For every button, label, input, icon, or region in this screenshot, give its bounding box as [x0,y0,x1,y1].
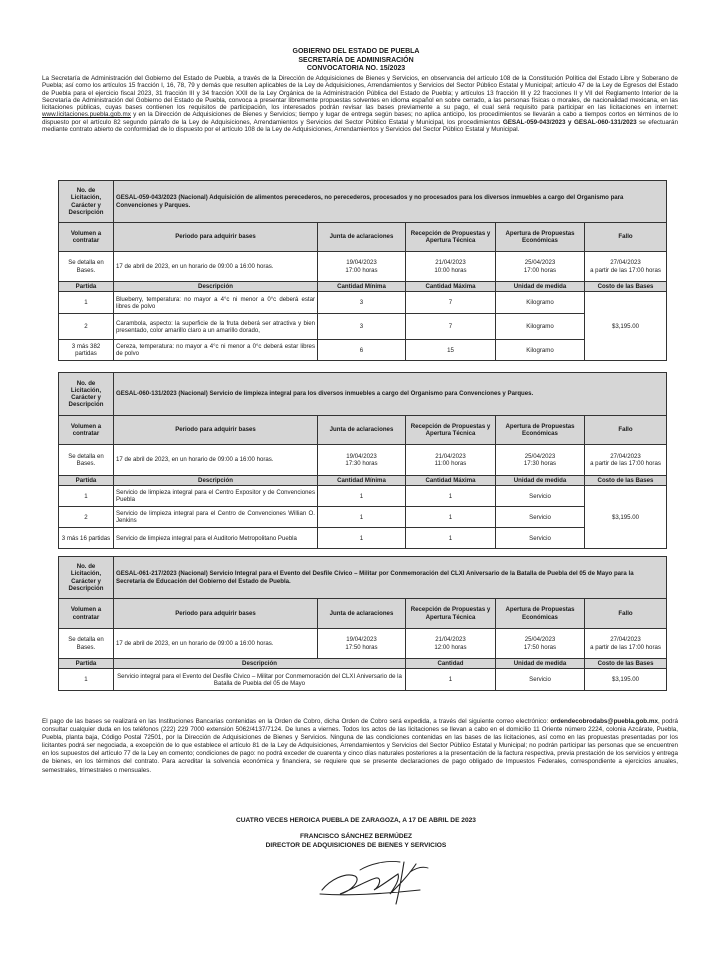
intro-text-3: se efectuarán mediante contrato abierto de conformidad de lo dispuesto por el artículo 108 de la Ley de Adquisiciones, Arrendamientos y Servicios del Sector Público Estatal y Municipal. [42,118,679,134]
recepcion-time: 10:00 horas [434,266,467,274]
licitaciones-link[interactable]: www.licitaciones.puebla.gob.mx [42,111,131,119]
fallo-value [585,445,667,476]
unidad-cell: Servicio [496,486,585,507]
periodo-label: Periodo para adquirir bases [114,599,318,629]
junta-value [318,629,406,659]
junta-label: Junta de aclaraciones [318,223,406,252]
costo-label: Costo de las Bases [585,282,667,292]
recepcion-time: 11:00 horas [434,460,467,467]
max-cell: 1 [406,507,496,528]
periodo-value: 17 de abril de 2023, en un horario de 09:00 a 16:00 horas. [114,252,318,282]
junta-time: 17:50 horas [345,643,378,651]
apertura-value [496,629,585,659]
table-row [59,669,667,691]
licitacion-desc: Servicio de limpieza integral para los diversos inmuebles a cargo del Organismo para Convenciones y Parques. [207,390,534,398]
licitacion-desc: Servicio Integral para el Evento del Desfile Cívico – Militar por Conmemoración del CLXI Aniversario de la Batalla de Puebla del 05 de Mayo para la Secretaría de Educación del Gobierno del Estado de Puebla. [116,570,634,585]
signer-title: DIRECTOR DE ADQUISICIONES DE BIENES Y SERVICIOS [265,841,447,849]
costo-cell: $3,195.00 [585,292,667,361]
min-cell: 3 [318,314,406,340]
cantidad-minima-label: Cantidad Mínima [318,282,406,292]
footer-text-1: El pago de las bases se realizará en las Instituciones Bancarias contenidas en la Orden de Cobro, dicha Orden de Cobro será expedida, a través del siguiente correo electrónico: [42,718,551,725]
recepcion-value [406,252,496,282]
unidad-cell: Kilogramo [496,340,585,361]
fallo-time: a partir de las 17:00 horas [590,266,661,274]
apertura-time: 17:30 horas [523,460,557,467]
recepcion-date: 21/04/2023 [435,259,466,267]
apertura-label: Apertura de Propuestas Económicas [496,223,585,252]
descripcion-cell: Servicio de limpieza integral para el Centro de Convenciones Willian O. Jenkins [114,507,318,528]
descripcion-cell: Cereza, temperatura: no mayor a 4°c ni menor a 0°c deberá estar libres de polvo [114,340,318,361]
apertura-date: 25/04/2023 [524,259,556,267]
min-cell: 6 [318,340,406,361]
junta-time: 17:00 horas [345,266,378,274]
junta-time: 17:30 horas [345,460,378,467]
recepcion-label: Recepción de Propuestas y Apertura Técnica [406,223,496,252]
unidad-cell: Kilogramo [496,292,585,314]
volumen-label: Volumen a contratar [59,599,114,629]
apertura-time: 17:50 horas [523,643,557,651]
fallo-time: a partir de las 17:00 horas [590,460,661,467]
fallo-value [585,252,667,282]
max-cell: 7 [406,292,496,314]
cantidad-maxima-label: Cantidad Máxima [406,282,496,292]
max-cell: 7 [406,314,496,340]
licitacion-description [114,373,667,416]
table-row [59,314,667,340]
partida-cell: 3 más 16 partidas [59,528,114,549]
licitacion-table-3 [58,556,667,691]
partida-cell: 1 [59,486,114,507]
fallo-value [585,629,667,659]
cantidad-cell: 1 [406,669,496,691]
intro-text-2: y en la Dirección de Adquisiciones de Bienes y Servicios; tiempo y lugar de entrega según bases; no aplica anticipo, los procedimientos se llevarán a cabo a tiempos cortos en términos de lo dispuesto por el artículo 82 segundo párrafo de la Ley de Adquisiciones, Arrendamientos y Servicios del Sector Público Estatal y Municipal, los procedimientos [42,111,678,126]
unidad-cell: Servicio [496,528,585,549]
dateline: CUATRO VECES HEROICA PUEBLA DE ZARAGOZA, A 17 DE ABRIL DE 2023 [236,817,476,824]
recepcion-date: 21/04/2023 [435,452,466,460]
fallo-date: 27/04/2023 [610,636,641,644]
licitacion-code: GESAL-060-131/2023 (Nacional) [116,390,208,398]
recepcion-label: Recepción de Propuestas y Apertura Técnica [406,416,496,445]
junta-date: 19/04/2023 [346,259,377,267]
periodo-label: Periodo para adquirir bases [114,416,318,445]
min-cell: 1 [318,528,406,549]
unidad-cell: Servicio [496,507,585,528]
partida-label: Partida [59,476,114,486]
descripcion-cell: Carambola, aspecto: la superficie de la fruta deberá ser atractiva y bien presentado, color amarillo claro a un amarillo dorado, [114,314,318,340]
licitacion-description [114,181,667,223]
apertura-value [496,252,585,282]
fallo-date: 27/04/2023 [610,259,641,267]
licitacion-table-1 [58,180,667,361]
descripcion-cell: Servicio de limpieza integral para el Centro Expositor y de Convenciones Puebla [114,486,318,507]
volumen-value: Se detalla en Bases. [59,445,114,476]
recepcion-value [406,445,496,476]
junta-value [318,252,406,282]
partida-cell: 1 [59,292,114,314]
volumen-label: Volumen a contratar [59,416,114,445]
apertura-date: 25/04/2023 [524,636,556,644]
descripcion-cell: Servicio de limpieza integral para el Auditorio Metropolitano Puebla [114,528,318,549]
table-row [59,507,667,528]
handwritten-signature [300,850,440,910]
junta-date: 19/04/2023 [346,452,377,460]
apertura-date: 25/04/2023 [524,452,556,460]
max-cell: 1 [406,486,496,507]
descripcion-label: Descripción [114,282,318,292]
min-cell: 1 [318,507,406,528]
intro-bold-codes: GESAL-059-043/2023 y GESAL-060-131/2023 [502,118,637,126]
cantidad-minima-label: Cantidad Mínima [318,476,406,486]
footer-paragraph [42,718,678,775]
intro-text-1: La Secretaría de Administración del Gobierno del Estado de Puebla, a través de la Dirección de Adquisiciones de Bienes y Servicios, en observancia del artículo 108 de la Constitución Política del Estado Libre y Soberano de Puebla; así como los artículos 15 fracción I, 16, 78, 79 y demás que resulten aplicables de la Ley de Adquisiciones, Arrendamientos y Servicios del Sector Público Estatal y Municipal; artículo 47 de la Ley de Egresos del Estado de Puebla para el ejercicio fiscal 2023, 31 fracción III y 34 fracción XXII de la Ley Orgánica de la Administración Pública del Estado de Puebla; y artículos 13 fracción III y 22 fracciones II y VII del Reglamento Interior de la Secretaría de Administración del Gobierno del Estado de Puebla, convoca a presentar libremente propuestas solventes en idioma español en sobre cerrado, a las personas físicas o morales, de nacionalidad mexicana, en las licitaciones públicas, cuyas bases contienen los requisitos de participación, los interesados podrán revisar las bases previamente a su pago, el cual será requisito para participar en las licitaciones en internet: [42,75,678,112]
header-government: GOBIERNO DEL ESTADO DE PUEBLA [292,48,420,55]
no-licitacion-label: No. de Licitación, Carácter y Descripción [59,373,114,416]
recepcion-time: 12:00 horas [434,643,467,651]
min-cell: 3 [318,292,406,314]
table-row [59,528,667,549]
fallo-label: Fallo [585,223,667,252]
descripcion-label: Descripción [114,659,406,669]
table-row [59,292,667,314]
costo-cell: $3,195.00 [585,669,667,691]
licitacion-table-2 [58,372,667,549]
fallo-time: a partir de las 17:00 horas [590,643,661,651]
unidad-label: Unidad de medida [496,659,585,669]
partida-cell: 2 [59,314,114,340]
footer-email[interactable]: ordendecobrodabs@puebla.gob.mx [550,718,659,725]
fallo-date: 27/04/2023 [610,452,641,460]
partida-label: Partida [59,282,114,292]
descripcion-label: Descripción [114,476,318,486]
costo-label: Costo de las Bases [585,476,667,486]
no-licitacion-label: No. de Licitación, Carácter y Descripción [59,557,114,599]
descripcion-cell: Servicio integral para el Evento del Desfile Cívico – Militar por Conmemoración del CLXI Aniversario de la Batalla de Puebla del 05 de Mayo [114,669,406,691]
signer-block [0,833,712,850]
document-header [0,48,712,74]
periodo-value: 17 de abril de 2023, en un horario de 09:00 a 16:00 horas. [114,445,318,476]
recepcion-label: Recepción de Propuestas y Apertura Técnica [406,599,496,629]
apertura-value [496,445,585,476]
cantidad-label: Cantidad [406,659,496,669]
apertura-time: 17:00 horas [523,266,557,274]
partida-cell: 3 más 382 partidas [59,340,114,361]
unidad-label: Unidad de medida [496,476,585,486]
table-row [59,340,667,361]
header-convocatoria: CONVOCATORIA NO. 15/2023 [306,65,406,72]
apertura-label: Apertura de Propuestas Económicas [496,416,585,445]
junta-value [318,445,406,476]
footer-text-2: , podrá consultar cualquier duda en los teléfonos (222) 229 7000 extensión 5062/4137/7124. De lunes a viernes. Todos los actos de las licitaciones se llevan a cabo en el domicilio 11 Oriente número 2224, colonia Azcárate, Puebla, Puebla, planta baja, Código Postal 72501, por la Dirección de Adquisiciones de Bienes y Servicios. Ninguna de las condiciones contenidas en las bases de las licitaciones, así como en las propuestas presentadas por los licitantes podrá ser negociada, a excepción de lo que establece el artículo 81 de la Ley de Adquisiciones, Arrendamientos y Servicios del Sector Público Estatal y Municipal; no podrán participar las personas que se encuentren en los supuestos del artículo 77 de la Ley en comento; condiciones de pago: no podrá exceder de cuarenta y cinco días naturales posteriores a la presentación de la factura respectiva, previa prestación de los servicios y entrega de bienes, en los términos del contrato. Para acreditar la solvencia económica y financiera, se requiere que se presente declaraciones de pago obligado de Impuestos Federales, correspondiente a ejercicios anuales, semestrales, trimestrales o mensuales. [42,718,678,774]
recepcion-value [406,629,496,659]
periodo-value: 17 de abril de 2023, en un horario de 09:00 a 16:00 horas. [114,629,318,659]
licitacion-code: GESAL-061-217/2023 (Nacional) [116,570,208,578]
signer-name: FRANCISCO SÁNCHEZ BERMÚDEZ [299,833,413,840]
licitacion-code: GESAL-059-043/2023 (Nacional) [116,194,208,202]
fallo-label: Fallo [585,416,667,445]
partida-label: Partida [59,659,114,669]
partida-cell: 1 [59,669,114,691]
periodo-label: Periodo para adquirir bases [114,223,318,252]
partida-cell: 2 [59,507,114,528]
unidad-cell: Servicio [496,669,585,691]
volumen-value: Se detalla en Bases. [59,629,114,659]
costo-cell: $3,195.00 [585,486,667,549]
licitacion-description [114,557,667,599]
unidad-label: Unidad de medida [496,282,585,292]
fallo-label: Fallo [585,599,667,629]
volumen-value: Se detalla en Bases. [59,252,114,282]
apertura-label: Apertura de Propuestas Económicas [496,599,585,629]
max-cell: 15 [406,340,496,361]
junta-date: 19/04/2023 [346,636,377,644]
min-cell: 1 [318,486,406,507]
table-row [59,486,667,507]
no-licitacion-label: No. de Licitación, Carácter y Descripción [59,181,114,223]
volumen-label: Volumen a contratar [59,223,114,252]
intro-paragraph [42,75,678,133]
recepcion-date: 21/04/2023 [435,636,466,644]
descripcion-cell: Blueberry, temperatura: no mayor a 4°c ni menor a 0°c deberá estar libres de polvo [114,292,318,314]
junta-label: Junta de aclaraciones [318,416,406,445]
junta-label: Junta de aclaraciones [318,599,406,629]
max-cell: 1 [406,528,496,549]
licitacion-desc: Adquisición de alimentos perecederos, no perecederos, procesados y no procesados para los diversos inmuebles a cargo del Organismo para Convenciones y Parques. [116,194,624,209]
unidad-cell: Kilogramo [496,314,585,340]
header-secretariat: SECRETARÍA DE ADMINISRACIÓN [298,56,414,64]
costo-label: Costo de las Bases [585,659,667,669]
cantidad-maxima-label: Cantidad Máxima [406,476,496,486]
